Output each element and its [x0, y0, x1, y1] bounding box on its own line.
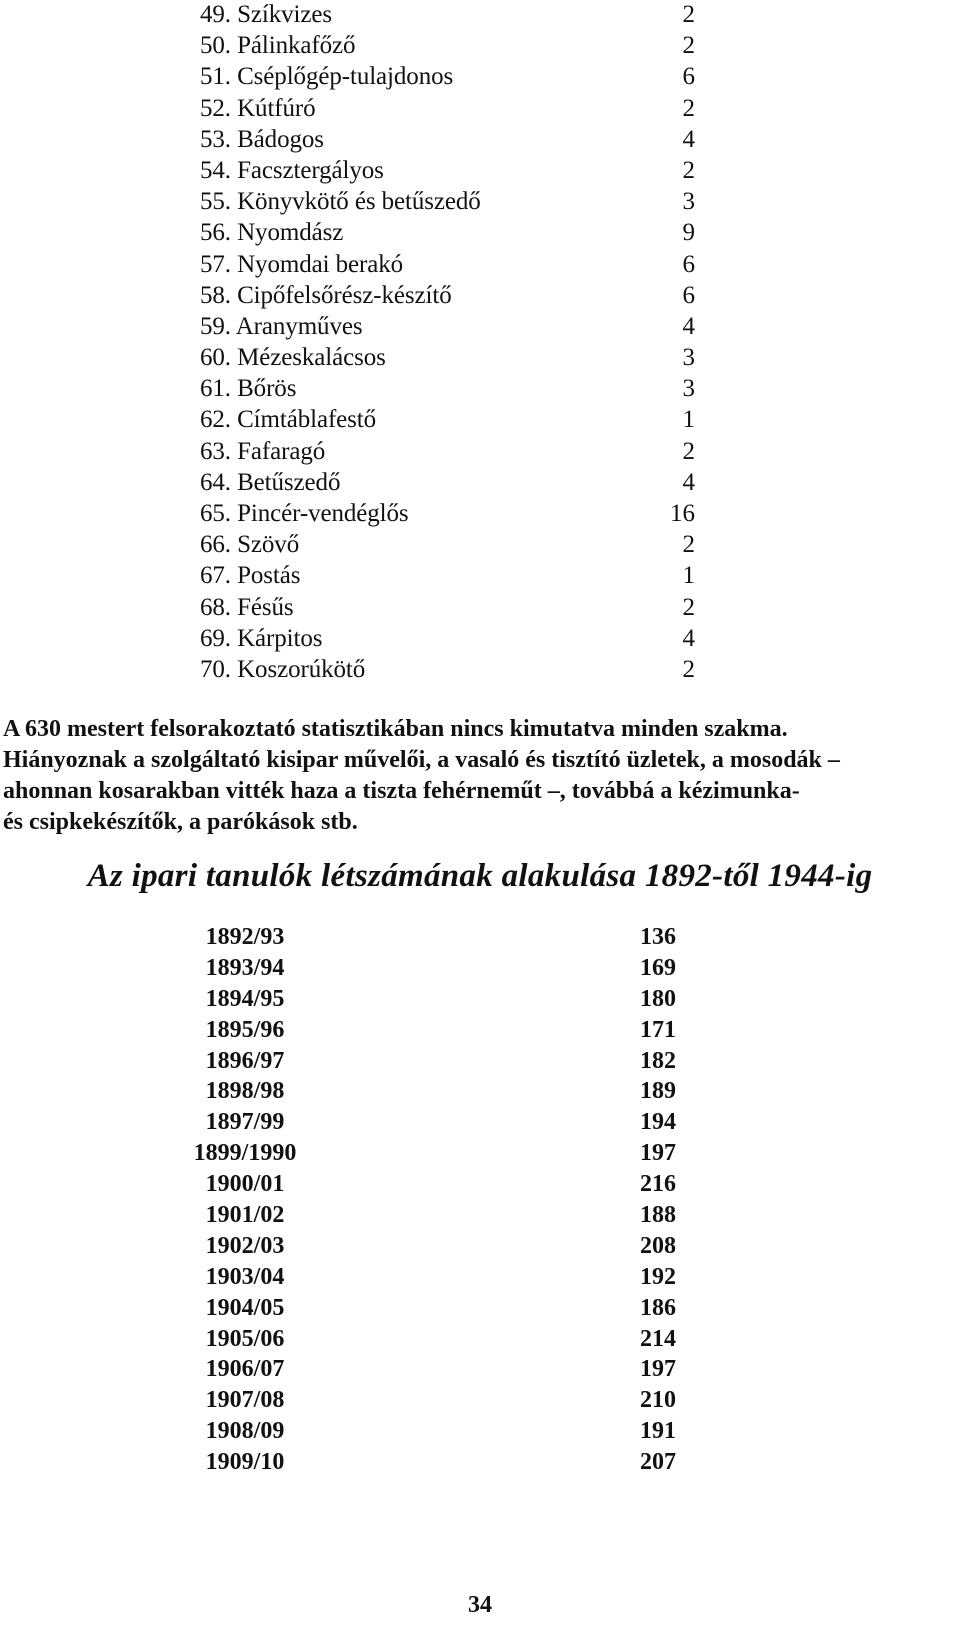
table-row	[0, 1046, 960, 1077]
trade-row	[0, 343, 960, 374]
table-row	[0, 1416, 960, 1447]
trade-count: 6	[682, 281, 695, 309]
trade-row	[0, 94, 960, 125]
table-row	[0, 1169, 960, 1200]
trade-label: 63. Fafaragó	[200, 437, 326, 465]
school-year: 1896/97	[205, 1047, 285, 1074]
trade-row	[0, 468, 960, 499]
trade-count: 4	[682, 125, 695, 153]
section-heading: Az ipari tanulók létszámának alakulása 1892-től 1944-ig	[87, 858, 873, 894]
trade-count: 2	[682, 655, 695, 683]
paragraph-line: ahonnan kosarakban vitték haza a tiszta fehérneműt –, továbbá a kézimunka-	[3, 778, 800, 804]
trade-row	[0, 624, 960, 655]
school-year: 1906/07	[205, 1356, 285, 1383]
table-row	[0, 1231, 960, 1262]
trade-row	[0, 31, 960, 62]
table-row	[0, 1385, 960, 1416]
school-year: 1899/1990	[193, 1140, 297, 1167]
apprentice-count: 188	[640, 1202, 676, 1229]
trades-list	[0, 0, 960, 686]
apprentice-count: 180	[640, 985, 676, 1012]
trade-row	[0, 405, 960, 436]
trade-count: 2	[682, 593, 695, 621]
apprentice-table	[0, 922, 960, 1478]
school-year: 1903/04	[205, 1263, 285, 1290]
trade-label: 70. Koszorúkötő	[200, 655, 366, 683]
trade-row	[0, 437, 960, 468]
trade-label: 65. Pincér-vendéglős	[200, 500, 409, 527]
trade-label: 67. Postás	[200, 562, 301, 590]
trade-count: 4	[682, 468, 695, 496]
school-year: 1909/10	[205, 1449, 285, 1476]
trade-count: 2	[682, 1, 695, 28]
table-row	[0, 1138, 960, 1169]
trade-row	[0, 62, 960, 93]
apprentice-count: 194	[640, 1109, 676, 1136]
school-year: 1901/02	[205, 1202, 285, 1229]
trade-count: 3	[682, 344, 695, 372]
trade-label: 58. Cipőfelsőrész-készítő	[200, 281, 452, 309]
school-year: 1898/98	[205, 1078, 285, 1105]
trade-label: 69. Kárpitos	[200, 624, 323, 652]
table-row	[0, 984, 960, 1015]
apprentice-count: 136	[640, 924, 676, 950]
school-year: 1904/05	[205, 1294, 285, 1321]
trade-label: 56. Nyomdász	[200, 219, 344, 247]
school-year: 1895/96	[205, 1016, 285, 1043]
trade-count: 6	[682, 250, 695, 278]
table-row	[0, 953, 960, 984]
trade-count: 16	[670, 500, 695, 527]
apprentice-count: 216	[640, 1171, 676, 1198]
trade-count: 2	[682, 437, 695, 465]
apprentice-count: 210	[640, 1387, 676, 1414]
school-year: 1900/01	[205, 1171, 285, 1198]
apprentice-count: 192	[640, 1263, 676, 1290]
trade-row	[0, 250, 960, 281]
trade-row	[0, 655, 960, 686]
table-row	[0, 1015, 960, 1046]
trade-count: 4	[682, 312, 695, 340]
apprentice-count: 214	[640, 1325, 676, 1352]
school-year: 1902/03	[205, 1232, 285, 1259]
school-year: 1907/08	[205, 1387, 285, 1414]
trade-count: 1	[682, 562, 695, 590]
trade-row	[0, 374, 960, 405]
trade-row	[0, 312, 960, 343]
paragraph-line: és csipkekészítők, a parókások stb.	[3, 809, 358, 835]
apprentice-count: 197	[640, 1356, 676, 1383]
trade-count: 4	[682, 624, 695, 652]
apprentice-count: 197	[640, 1140, 676, 1167]
trade-count: 2	[682, 94, 695, 122]
body-paragraph	[3, 714, 958, 838]
trade-row	[0, 187, 960, 218]
table-row	[0, 1354, 960, 1385]
school-year: 1908/09	[205, 1418, 285, 1445]
trade-row	[0, 499, 960, 530]
trade-row	[0, 593, 960, 624]
trade-count: 9	[682, 219, 695, 247]
trade-count: 6	[682, 63, 695, 91]
paragraph-line: Hiányoznak a szolgáltató kisipar művelői, a vasaló és tisztító üzletek, a mosodák –	[3, 747, 840, 773]
page-number: 34	[468, 1592, 492, 1618]
school-year: 1893/94	[205, 954, 285, 981]
trade-label: 64. Betűszedő	[200, 468, 341, 496]
trade-row	[0, 561, 960, 592]
trade-row	[0, 218, 960, 249]
trade-label: 57. Nyomdai berakó	[200, 250, 404, 278]
trade-row	[0, 530, 960, 561]
school-year: 1897/99	[205, 1109, 285, 1136]
apprentice-count: 171	[640, 1016, 676, 1043]
trade-count: 3	[682, 188, 695, 216]
trade-row	[0, 0, 960, 31]
trade-label: 59. Aranyműves	[200, 312, 363, 340]
trade-label: 66. Szövő	[200, 531, 300, 559]
trade-label: 49. Szíkvizes	[200, 1, 333, 28]
school-year: 1905/06	[205, 1325, 285, 1352]
trade-count: 2	[682, 32, 695, 60]
table-row	[0, 1076, 960, 1107]
trade-label: 68. Fésűs	[200, 593, 294, 621]
apprentice-count: 182	[640, 1047, 676, 1074]
school-year: 1894/95	[205, 985, 285, 1012]
paragraph-line: A 630 mestert felsorakoztató statisztikában nincs kimutatva minden szakma.	[3, 716, 788, 742]
trade-label: 60. Mézeskalácsos	[200, 344, 386, 372]
trade-row	[0, 125, 960, 156]
trade-label: 52. Kútfúró	[200, 94, 316, 122]
trade-row	[0, 281, 960, 312]
trade-label: 50. Pálinkafőző	[200, 32, 356, 60]
table-row	[0, 1262, 960, 1293]
trade-count: 2	[682, 531, 695, 559]
trade-label: 51. Cséplőgép-tulajdonos	[200, 63, 454, 91]
apprentice-count: 186	[640, 1294, 676, 1321]
trade-label: 53. Bádogos	[200, 125, 324, 153]
trade-label: 54. Facsztergályos	[200, 156, 384, 184]
table-row	[0, 922, 960, 953]
apprentice-count: 191	[640, 1418, 676, 1445]
trade-count: 3	[682, 375, 695, 403]
table-row	[0, 1200, 960, 1231]
table-row	[0, 1447, 960, 1478]
apprentice-count: 208	[640, 1232, 676, 1259]
table-row	[0, 1324, 960, 1355]
trade-label: 61. Bőrös	[200, 375, 297, 403]
apprentice-count: 207	[640, 1449, 676, 1476]
trade-row	[0, 156, 960, 187]
trade-count: 1	[682, 406, 695, 434]
trade-label: 55. Könyvkötő és betűszedő	[200, 188, 481, 216]
apprentice-count: 169	[640, 954, 676, 981]
trade-count: 2	[682, 156, 695, 184]
table-row	[0, 1293, 960, 1324]
table-row	[0, 1107, 960, 1138]
school-year: 1892/93	[205, 924, 285, 950]
trade-label: 62. Címtáblafestő	[200, 406, 377, 434]
apprentice-count: 189	[640, 1078, 676, 1105]
